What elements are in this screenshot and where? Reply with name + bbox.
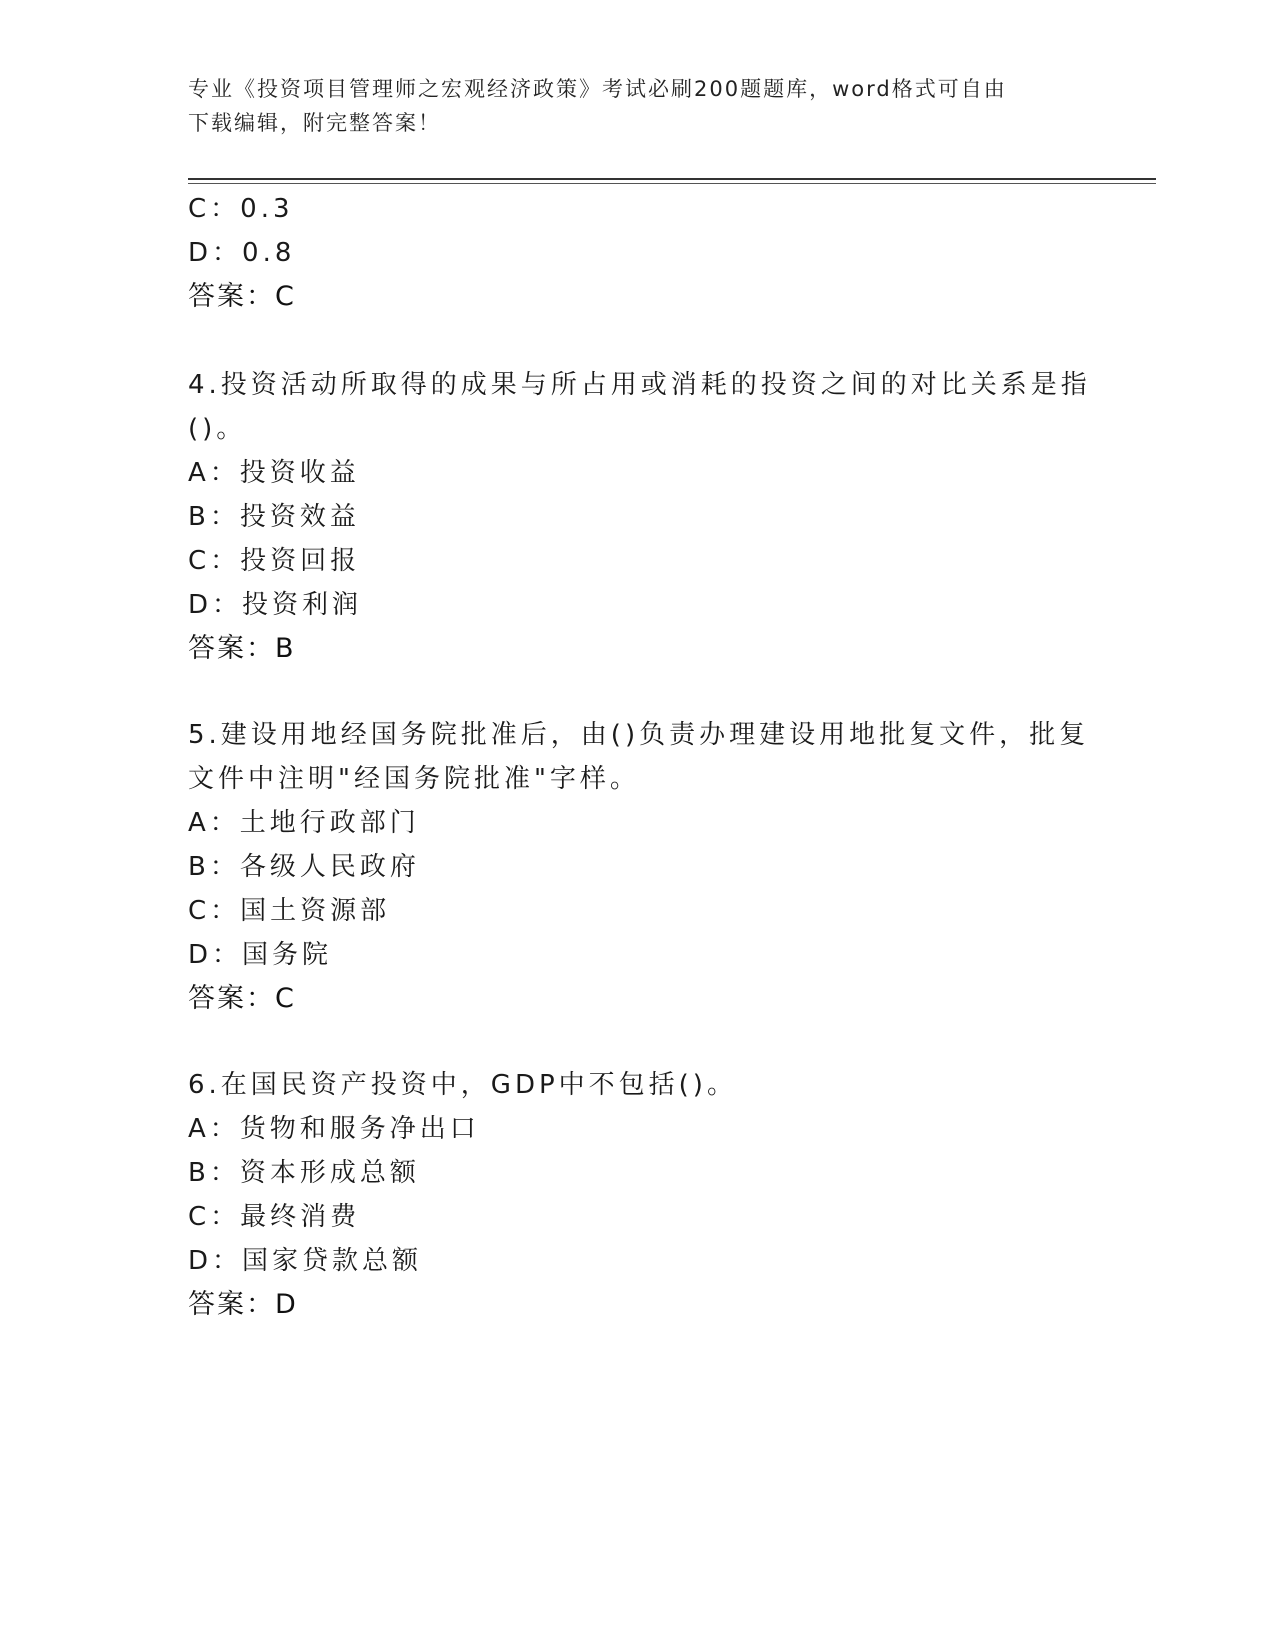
header-line-2: 下载编辑，附完整答案！	[188, 111, 441, 135]
q4-option-c: C：投资回报	[188, 546, 361, 576]
q3-answer: 答案：C	[188, 281, 296, 312]
q6-stem-line-1: 6.在国民资产投资中，GDP中不包括()。	[188, 1070, 737, 1100]
q6-option-c: C：最终消费	[188, 1202, 361, 1232]
q6-option-a: A：货物和服务净出口	[188, 1114, 480, 1144]
q5-option-a: A：土地行政部门	[188, 808, 420, 838]
q4-option-a: A：投资收益	[188, 458, 360, 488]
q6-option-d: D：国家贷款总额	[188, 1246, 423, 1276]
q3-option-c: C：0.3	[188, 194, 294, 224]
q4-answer: 答案：B	[188, 633, 296, 664]
document-header	[188, 72, 1088, 140]
q5-option-d: D：国务院	[188, 940, 333, 970]
header-line-1: 专业《投资项目管理师之宏观经济政策》考试必刷200题题库，word格式可自由	[188, 77, 1007, 101]
q5-stem-line-2: 文件中注明"经国务院批准"字样。	[188, 764, 640, 794]
q4-option-d: D：投资利润	[188, 590, 363, 620]
header-divider-thin	[188, 183, 1156, 184]
q6-option-b: B：资本形成总额	[188, 1158, 420, 1188]
q4-stem-line-2: ()。	[188, 414, 247, 444]
q5-stem-line-1: 5.建设用地经国务院批准后，由()负责办理建设用地批复文件，批复	[188, 720, 1090, 750]
q5-option-c: C：国土资源部	[188, 896, 391, 926]
q3-option-d: D：0.8	[188, 238, 296, 268]
q4-option-b: B：投资效益	[188, 502, 360, 532]
header-divider-thick	[188, 178, 1156, 180]
q6-answer: 答案：D	[188, 1289, 298, 1320]
q4-stem-line-1: 4.投资活动所取得的成果与所占用或消耗的投资之间的对比关系是指	[188, 370, 1091, 400]
q5-answer: 答案：C	[188, 983, 296, 1014]
q5-option-b: B：各级人民政府	[188, 852, 420, 882]
